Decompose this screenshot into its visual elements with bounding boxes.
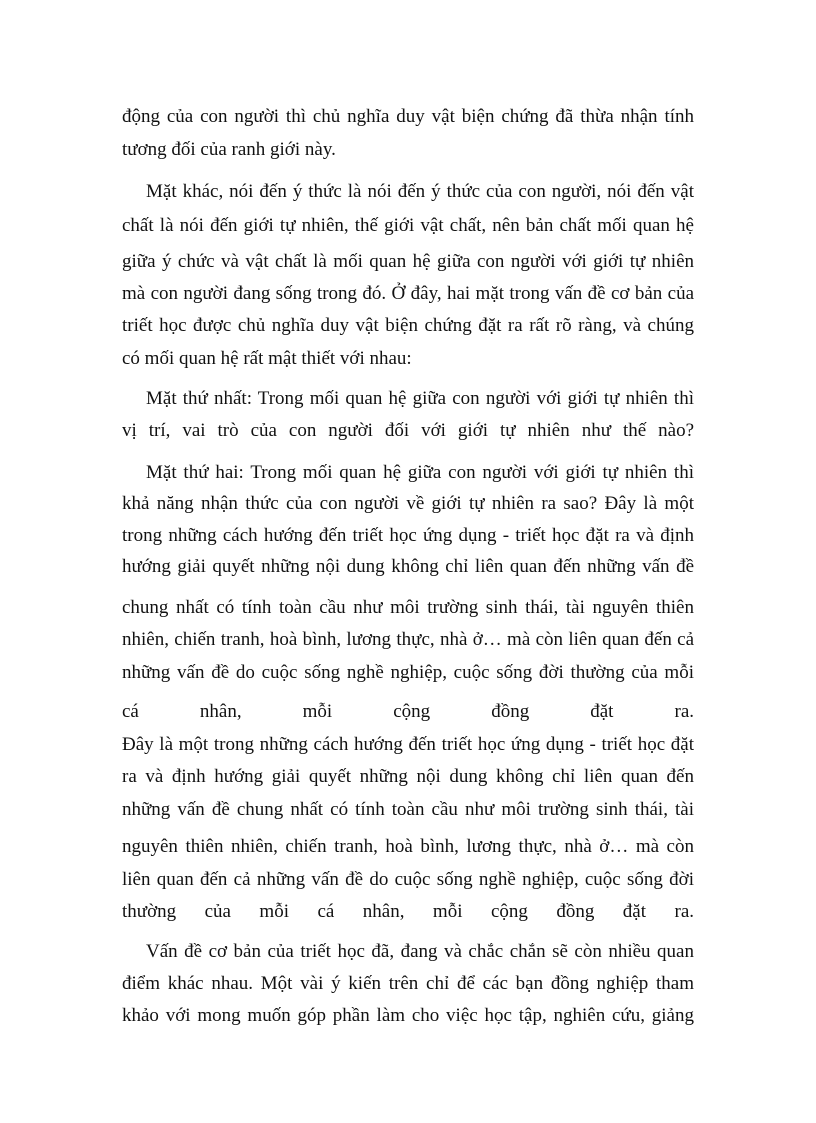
text-line: Mặt thứ hai: Trong mối quan hệ giữa con người với giới tự nhiên thì <box>146 462 694 483</box>
text-line: Vấn đề cơ bản của triết học đã, đang và chắc chắn sẽ còn nhiều quan <box>146 941 694 962</box>
text-line: Đây là một trong những cách hướng đến triết học ứng dụng - triết học đặt <box>122 734 694 755</box>
text-line: chung nhất có tính toàn cầu như môi trường sinh thái, tài nguyên thiên <box>122 597 694 618</box>
text-line: cá nhân, mỗi cộng đồng đặt ra. <box>122 701 694 722</box>
text-line: có mối quan hệ rất mật thiết với nhau: <box>122 348 412 369</box>
text-line: thường của mỗi cá nhân, mỗi cộng đồng đặt ra. <box>122 901 694 922</box>
text-line: khả năng nhận thức của con người về giới tự nhiên ra sao? Đây là một <box>122 493 694 514</box>
text-line: nguyên thiên nhiên, chiến tranh, hoà bình, lương thực, nhà ở… mà còn <box>122 836 694 857</box>
text-line: giữa ý chức và vật chất là mối quan hệ giữa con người với giới tự nhiên <box>122 251 694 272</box>
text-line: những vấn đề do cuộc sống nghề nghiệp, cuộc sống đời thường của mỗi <box>122 662 694 683</box>
text-line: chất là nói đến giới tự nhiên, thế giới vật chất, nên bản chất mối quan hệ <box>122 215 694 236</box>
text-line: trong những cách hướng đến triết học ứng dụng - triết học đặt ra và định <box>122 525 694 546</box>
text-line: tương đối của ranh giới này. <box>122 139 336 160</box>
text-line: động của con người thì chủ nghĩa duy vật biện chứng đã thừa nhận tính <box>122 106 694 127</box>
text-line: Mặt thứ nhất: Trong mối quan hệ giữa con người với giới tự nhiên thì <box>146 388 694 409</box>
text-line: khảo với mong muốn góp phần làm cho việc học tập, nghiên cứu, giảng <box>122 1005 694 1026</box>
text-line: mà con người đang sống trong đó. Ở đây, hai mặt trong vấn đề cơ bản của <box>122 283 694 304</box>
text-line: ra và định hướng giải quyết những nội dung không chỉ liên quan đến <box>122 766 694 787</box>
text-line: nhiên, chiến tranh, hoà bình, lương thực, nhà ở… mà còn liên quan đến cả <box>122 629 694 650</box>
text-line: Mặt khác, nói đến ý thức là nói đến ý thức của con người, nói đến vật <box>146 181 694 202</box>
text-line: điểm khác nhau. Một vài ý kiến trên chỉ để các bạn đồng nghiệp tham <box>122 973 694 994</box>
text-line: những vấn đề chung nhất có tính toàn cầu như môi trường sinh thái, tài <box>122 799 694 820</box>
text-line: hướng giải quyết những nội dung không chỉ liên quan đến những vấn đề <box>122 556 694 577</box>
text-line: liên quan đến cả những vấn đề do cuộc sống nghề nghiệp, cuộc sống đời <box>122 869 694 890</box>
text-line: vị trí, vai trò của con người đối với giới tự nhiên như thế nào? <box>122 420 694 441</box>
text-line: triết học được chủ nghĩa duy vật biện chứng đặt ra rất rõ ràng, và chúng <box>122 315 694 336</box>
